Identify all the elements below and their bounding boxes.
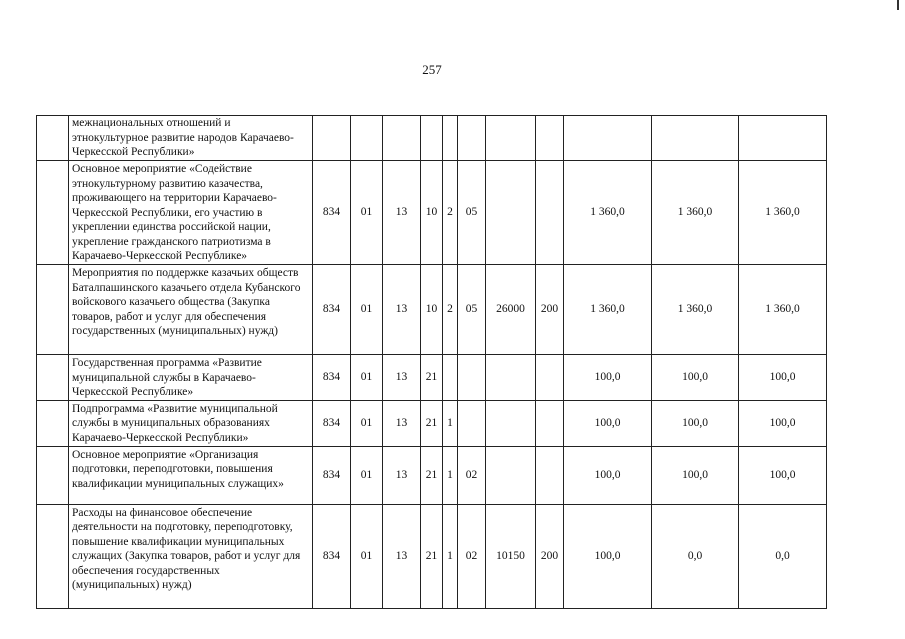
direction-code-cell: 10150 [486,504,536,608]
row-name-cell: Государственная программа «Развитие муниципальной службы в Карачаево-Черкесской Республике» [69,355,313,401]
subprogram-code-cell: 1 [443,446,458,504]
program-code-cell [421,116,443,161]
event-code-cell [458,355,486,401]
amount-year3-cell: 1 360,0 [739,265,827,355]
row-name-cell: межнациональных отношений и этнокультурное развитие народов Карачаево-Черкесской Республики» [69,116,313,161]
row-name-cell: Подпрограмма «Развитие муниципальной службы в муниципальных образованиях Карачаево-Черкесской Республики» [69,400,313,446]
amount-year1-cell: 1 360,0 [564,265,652,355]
subprogram-code-cell: 2 [443,265,458,355]
expense-type-cell: 200 [536,265,564,355]
ministry-code-cell: 834 [313,355,351,401]
section-code-cell: 01 [351,265,383,355]
amount-year3-cell [739,116,827,161]
amount-year1-cell: 100,0 [564,446,652,504]
amount-year1-cell: 1 360,0 [564,161,652,265]
section-code-cell [351,116,383,161]
amount-year3-cell: 100,0 [739,355,827,401]
amount-year2-cell: 1 360,0 [652,161,739,265]
event-code-cell [458,116,486,161]
amount-year2-cell: 100,0 [652,400,739,446]
subsection-code-cell: 13 [383,265,421,355]
expense-type-cell [536,355,564,401]
row-index-cell [37,355,69,401]
program-code-cell: 21 [421,504,443,608]
section-code-cell: 01 [351,355,383,401]
event-code-cell: 05 [458,265,486,355]
program-code-cell: 21 [421,355,443,401]
row-index-cell [37,265,69,355]
table-row [37,161,827,265]
ministry-code-cell: 834 [313,400,351,446]
expense-type-cell: 200 [536,504,564,608]
event-code-cell [458,400,486,446]
subsection-code-cell: 13 [383,504,421,608]
program-code-cell: 21 [421,446,443,504]
event-code-cell: 02 [458,446,486,504]
section-code-cell: 01 [351,446,383,504]
direction-code-cell [486,400,536,446]
expense-type-cell [536,400,564,446]
subsection-code-cell [383,116,421,161]
direction-code-cell [486,116,536,161]
subprogram-code-cell: 1 [443,504,458,608]
row-name-cell: Основное мероприятие «Организация подготовки, переподготовки, повышения квалификации муниципальных служащих» [69,446,313,504]
amount-year1-cell: 100,0 [564,504,652,608]
subprogram-code-cell: 2 [443,161,458,265]
direction-code-cell [486,355,536,401]
subsection-code-cell: 13 [383,446,421,504]
expense-type-cell [536,116,564,161]
direction-code-cell: 26000 [486,265,536,355]
table-row [37,265,827,355]
row-name-cell: Расходы на финансовое обеспечение деятельности на подготовку, переподготовку, повышение квалификации муниципальных служащих (Закупка товаров, работ и услуг для обеспечения государственных (муниципальных) нужд) [69,504,313,608]
expense-type-cell [536,446,564,504]
row-index-cell [37,161,69,265]
row-name-cell: Основное мероприятие «Содействие этнокультурному развитию казачества, проживающего на территории Карачаево-Черкесской Республики, его участию в укреплении единства российской нации, укрепление гражданского патриотизма в Карачаево-Черкесской Республике» [69,161,313,265]
event-code-cell: 05 [458,161,486,265]
ministry-code-cell: 834 [313,265,351,355]
program-code-cell: 21 [421,400,443,446]
amount-year1-cell: 100,0 [564,400,652,446]
ministry-code-cell: 834 [313,504,351,608]
program-code-cell: 10 [421,265,443,355]
subprogram-code-cell [443,355,458,401]
table-row [37,400,827,446]
amount-year1-cell: 100,0 [564,355,652,401]
section-code-cell: 01 [351,504,383,608]
expense-type-cell [536,161,564,265]
amount-year3-cell: 100,0 [739,446,827,504]
event-code-cell: 02 [458,504,486,608]
amount-year2-cell: 1 360,0 [652,265,739,355]
row-index-cell [37,400,69,446]
subsection-code-cell: 13 [383,161,421,265]
subsection-code-cell: 13 [383,355,421,401]
amount-year2-cell: 100,0 [652,355,739,401]
program-code-cell: 10 [421,161,443,265]
amount-year2-cell: 100,0 [652,446,739,504]
subsection-code-cell: 13 [383,400,421,446]
direction-code-cell [486,446,536,504]
row-index-cell [37,116,69,161]
row-index-cell [37,504,69,608]
subprogram-code-cell [443,116,458,161]
table-row [37,116,827,161]
budget-table [36,115,827,609]
table-row [37,355,827,401]
amount-year3-cell: 1 360,0 [739,161,827,265]
page-number: 257 [422,62,442,77]
amount-year2-cell [652,116,739,161]
table-body [37,116,827,609]
subprogram-code-cell: 1 [443,400,458,446]
amount-year2-cell: 0,0 [652,504,739,608]
table-row [37,446,827,504]
ministry-code-cell [313,116,351,161]
section-code-cell: 01 [351,161,383,265]
direction-code-cell [486,161,536,265]
amount-year1-cell [564,116,652,161]
row-name-cell: Мероприятия по поддержке казачьих обществ Баталпашинского казачьего отдела Кубанского войскового казачьего общества (Закупка товаров, работ и услуг для обеспечения государственных (муниципальных) нужд) [69,265,313,355]
ministry-code-cell: 834 [313,161,351,265]
row-index-cell [37,446,69,504]
amount-year3-cell: 0,0 [739,504,827,608]
ministry-code-cell: 834 [313,446,351,504]
amount-year3-cell: 100,0 [739,400,827,446]
scan-edge-mark [897,0,899,10]
table-row [37,504,827,608]
section-code-cell: 01 [351,400,383,446]
